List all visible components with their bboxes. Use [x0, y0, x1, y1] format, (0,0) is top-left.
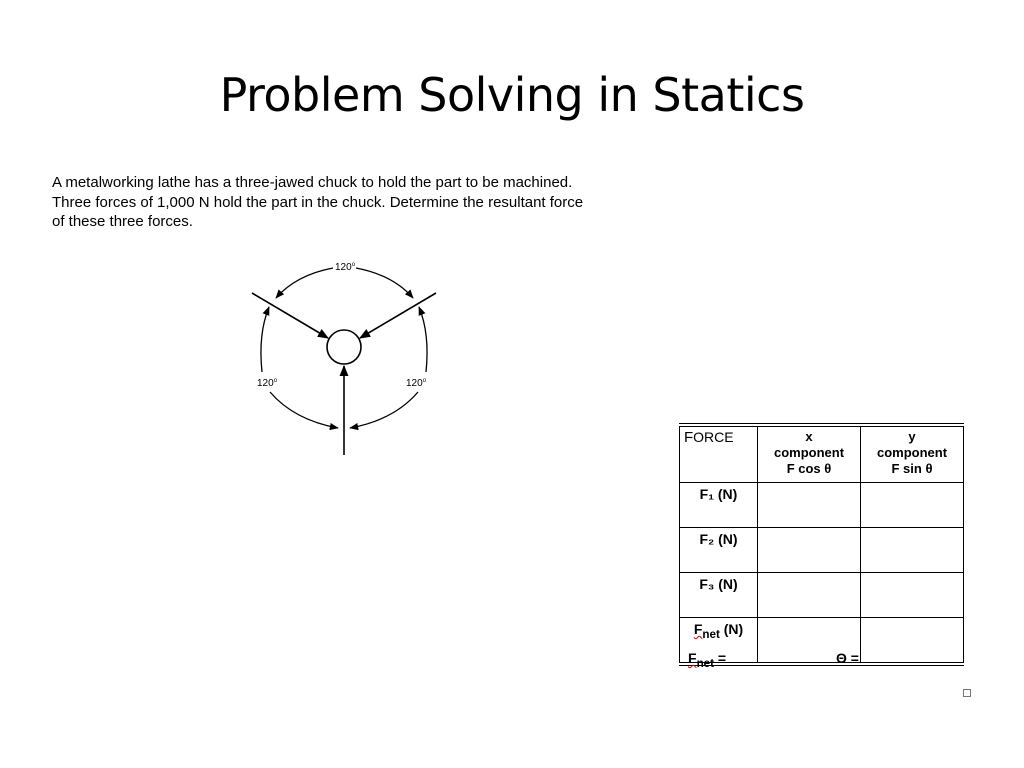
cell-f2-y[interactable]: [861, 528, 964, 573]
force-arrow-upper-left: [252, 293, 328, 338]
fnet-result-label: $F_{net}$ =: [688, 650, 727, 670]
angle-arc-left-upper: [261, 307, 269, 372]
table-row-f1: [680, 483, 964, 528]
problem-statement: [52, 173, 692, 232]
problem-line-3: of these three forces.: [52, 213, 193, 230]
cell-f1-x[interactable]: [758, 483, 861, 528]
cell-f3-x[interactable]: [758, 573, 861, 618]
row-label-f1: F₁ (N): [680, 483, 758, 528]
angle-label-right: 120$^o$: [406, 378, 427, 389]
problem-line-2: Three forces of 1,000 N hold the part in the chuck. Determine the resultant force: [52, 193, 584, 211]
angle-arc-top-right: [356, 268, 413, 298]
workpiece-circle: [327, 330, 361, 364]
slide-title: Problem Solving in Statics: [219, 68, 805, 122]
cell-f3-y[interactable]: [861, 573, 964, 618]
theta-result-label: Θ =: [836, 650, 859, 666]
chuck-force-diagram: [240, 250, 450, 465]
row-label-fnet: $F_{net}$ (N): [680, 618, 758, 663]
angle-arc-right-upper: [419, 307, 427, 372]
row-label-f2: F₂ (N): [680, 528, 758, 573]
slide-marker-icon: [963, 689, 971, 697]
angle-arc-top-left: [276, 268, 333, 298]
table-header-row: [680, 427, 964, 483]
x-component-header: x component F cos θ: [758, 427, 861, 483]
problem-line-1: A metalworking lathe has a three-jawed chuck to hold the part to be machined.: [52, 174, 573, 191]
table-row-f2: [680, 528, 964, 573]
row-label-f3: F₃ (N): [680, 573, 758, 618]
angle-label-left: 120$^o$: [257, 378, 278, 389]
cell-fnet-y[interactable]: [861, 618, 964, 663]
table-row-f3: [680, 573, 964, 618]
force-table-frame: [679, 423, 964, 666]
angle-label-top: 120$^o$: [335, 262, 356, 273]
y-component-header: y component F sin θ: [861, 427, 964, 483]
force-column-header: FORCE: [680, 427, 758, 483]
angle-arc-right-lower: [350, 392, 418, 428]
cell-f1-y[interactable]: [861, 483, 964, 528]
cell-f2-x[interactable]: [758, 528, 861, 573]
force-component-table: [679, 426, 964, 663]
angle-arc-left-lower: [270, 392, 338, 428]
force-arrow-upper-right: [360, 293, 436, 338]
